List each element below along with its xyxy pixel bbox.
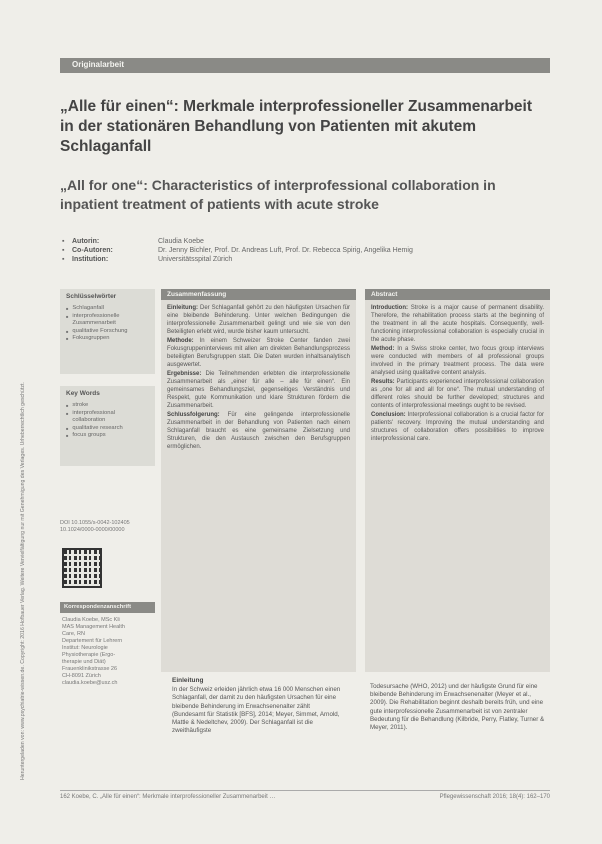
- introduction-text: In der Schweiz erleiden jährlich etwa 16 000 Menschen einen Schlaganfall, der damit zu den häufigsten Ursachen für eine bleibende Behinderung im Erwachsenenalter zählt (Bundesamt für Statistik [BFS], 2014; Meyer, Simmet, Arnold, Mattle & Nedeltchev, 2009). Der Schlaganfall ist die zweithäufigste: [172, 686, 341, 735]
- abstract-english-header: [365, 289, 550, 300]
- abstract-german-header: [161, 289, 356, 300]
- address-line: therapie und Diät): [62, 659, 106, 665]
- address-line: Care, RN: [62, 631, 85, 637]
- abstract-text: Participants experienced interprofessional collaboration as „one for all and all for one“. The mutual understanding of different roles should be further developed; structures and contents of interprofessional meetings ought to be revised.: [371, 379, 544, 409]
- keywords-german-box: [60, 289, 155, 374]
- meta-row-coauthors: [62, 246, 482, 255]
- keyword-item: ■ Schlaganfall: [66, 305, 149, 313]
- abstract-text: In a Swiss stroke center, two focus group interviews were conducted with members of all professional groups involved in the primary treatment process. The data were analysed using qualitative content analysis.: [371, 346, 544, 376]
- body-column-right: Todesursache (WHO, 2012) und der häufigste Grund für eine bleibende Behinderung im Erwachsenenalter (Meyer et al., 2009). Die Rehabilitation beginnt deshalb bereits früh, und eine gute interprofessionelle Zusammenarbeit ist von zentraler Bedeutung für die Behandlung (Kilbride, Perry, Flatley, Turner & Meyer, 2011).: [370, 683, 545, 732]
- abstract-text: Stroke is a major cause of permanent disability. Therefore, the rehabilitation process starts at the beginning of the treatment in all the acute hospitals. Consequently, well-functioning interprofessional collaboration is especially crucial in the acute phase.: [371, 305, 544, 343]
- address-line: Departement für Lehrern: [62, 638, 123, 644]
- abstract-english-heading: Abstract: [371, 291, 398, 298]
- meta-label: Co-Autoren:: [72, 247, 113, 254]
- abstract-label: Results:: [371, 379, 395, 385]
- abstract-paragraph: [167, 411, 350, 451]
- footer-left: 162 Koebe, C. „Alle für einen“: Merkmale interprofessioneller Zusammenarbeit …: [60, 794, 276, 800]
- meta-row-institution: [62, 255, 482, 264]
- keyword-item: ■ focus groups: [66, 432, 149, 440]
- abstract-german-heading: Zusammenfassung: [167, 291, 227, 298]
- abstract-paragraph: [371, 411, 544, 443]
- abstract-label: Methode:: [167, 338, 194, 344]
- footer-right: Pflegewissenschaft 2016; 18(4): 162–170: [439, 794, 550, 800]
- abstract-label: Introduction:: [371, 305, 408, 311]
- keyword-item: ■ interprofessionelle Zusammenarbeit: [66, 313, 149, 328]
- meta-value: Dr. Jenny Bichler, Prof. Dr. Andreas Luft, Prof. Dr. Rebecca Spirig, Angelika Hemig: [158, 247, 413, 254]
- abstract-label: Ergebnisse:: [167, 371, 202, 377]
- abstract-text: Für eine gelingende interprofessionelle Zusammenarbeit in der Behandlung von Patienten nach einem Schlaganfall braucht es eine gemeinsame Zielsetzung und Strukturen, die den Austausch zwischen den Berufsgruppen ermöglichen.: [167, 412, 350, 450]
- keyword-item: ■ qualitative research: [66, 425, 149, 433]
- address-line: Claudia Koebe, MSc Kli: [62, 617, 120, 623]
- meta-value: Universitätsspital Zürich: [158, 256, 233, 263]
- bullet-icon: ▪: [62, 238, 65, 245]
- abstract-paragraph: [167, 370, 350, 410]
- vertical-copyright-note: Heruntergeladen von: www.psychiatrie-wissen.de. Copyright: 2016 Hofbauer Verlag. Weitere Vervielfältigung nur mit Genehmigung des Verlages. Urheberrechtlich geschützt.: [20, 382, 26, 780]
- abstract-text: Der Schlaganfall gehört zu den häufigsten Ursachen für eine bleibende Behinderung. Unter welchen Bedingungen die interprofessionelle Zusammenarbeit gelingt und wie sie von den Beteiligten erlebt wird, wurde bisher kaum untersucht.: [167, 305, 350, 335]
- title-german: „Alle für einen“: Merkmale interprofessioneller Zusammenarbeit in der stationären Behandlung von Patienten mit akutem Schlaganfall: [60, 98, 533, 155]
- abstract-label: Einleitung:: [167, 305, 198, 311]
- abstract-text: Interprofessional collaboration is a crucial factor for patients' recovery. Improving the mutual understanding and structures of collaboration offers possibilities to improve interprofessional care.: [371, 412, 545, 442]
- qr-code-icon[interactable]: [62, 548, 102, 588]
- abstract-text: In einem Schweizer Stroke Center fanden zwei Fokusgruppeninterviews mit allen am direkten Behandlungsprozess beteiligten Berufsgruppen statt. Die Daten wurden inhaltsanalytisch ausgewertet.: [167, 338, 351, 368]
- keywords-english-heading: Key Words: [66, 390, 100, 397]
- abstract-paragraph: [167, 337, 350, 369]
- abstract-paragraph: [167, 304, 350, 336]
- abstract-label: Conclusion:: [371, 412, 406, 418]
- keywords-english-box: [60, 386, 155, 466]
- correspondence-address: [62, 617, 155, 687]
- page-footer: [60, 794, 550, 804]
- article-type-label: Originalarbeit: [72, 60, 125, 69]
- abstract-english-box: [365, 289, 550, 672]
- abstract-german-box: [161, 289, 356, 672]
- abstract-paragraph: [371, 345, 544, 377]
- address-line: MAS Management Health: [62, 624, 125, 630]
- keyword-item: ■ interprofessional collaboration: [66, 410, 149, 425]
- correspondence-heading: Korrespondenzanschrift: [64, 604, 131, 610]
- correspondence-banner: [60, 602, 155, 613]
- abstract-paragraph: [371, 304, 544, 344]
- introduction-heading: Einleitung: [172, 677, 204, 684]
- address-line: Frauenklinikstrasse 26: [62, 666, 118, 672]
- meta-value: Claudia Koebe: [158, 238, 204, 245]
- abstract-paragraph: [371, 378, 544, 410]
- abstract-label: Method:: [371, 346, 395, 352]
- meta-label: Institution:: [72, 256, 109, 263]
- address-line: CH-8091 Zürich: [62, 673, 101, 679]
- keyword-item: ■ qualitative Forschung: [66, 328, 149, 336]
- title-english: „All for one“: Characteristics of interprofessional collaboration in inpatient treatment of patients with acute stroke: [60, 177, 496, 212]
- address-line: Physiotherapie (Ergo-: [62, 652, 116, 658]
- address-email[interactable]: claudia.koebe@usz.ch: [62, 680, 118, 686]
- article-type-banner: [60, 58, 550, 73]
- meta-label: Autorin:: [72, 238, 100, 245]
- bullet-icon: ▪: [62, 247, 65, 254]
- meta-row-author: [62, 237, 482, 246]
- author-meta: [62, 237, 482, 264]
- abstract-text: Die Teilnehmenden erlebten die interprofessionelle Zusammenarbeit als „einer für alle – alle für einen“. Ein gemeinsames Behandlungsziel, gegenseitiges Verständnis und Respekt, gute Kommunikation und klare Strukturen fördern die Zusammenarbeit.: [167, 371, 350, 409]
- keyword-item: ■ Fokusgruppen: [66, 335, 149, 343]
- keywords-german-heading: Schlüsselwörter: [66, 293, 117, 300]
- address-line: Institut: Neurologie: [62, 645, 108, 651]
- abstract-label: Schlussfolgerung:: [167, 412, 220, 418]
- bullet-icon: ▪: [62, 256, 65, 263]
- keyword-item: ■ stroke: [66, 402, 149, 410]
- introduction-section: [172, 677, 342, 735]
- doi-text[interactable]: DOI 10.1055/s-0042-102405 10.1024/0000-0000/00000: [60, 520, 130, 533]
